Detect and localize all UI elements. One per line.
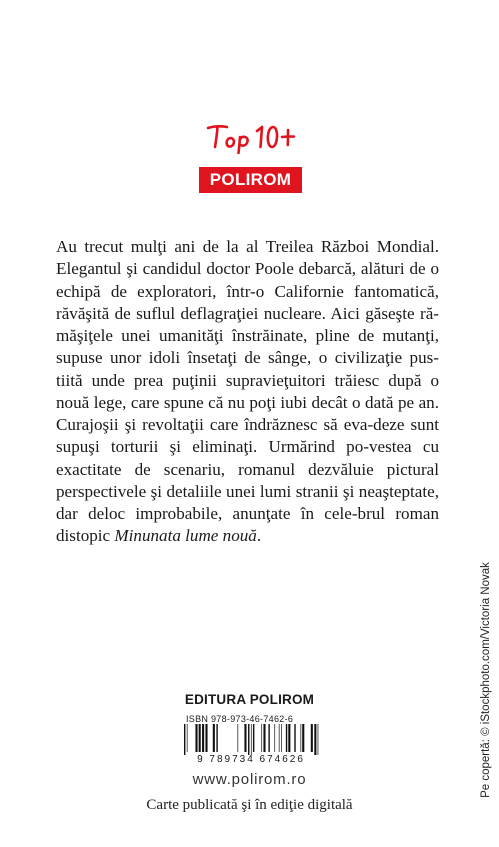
barcode-bar bbox=[311, 724, 313, 752]
polirom-logo-text: POLIROM bbox=[209, 170, 292, 189]
barcode-bar bbox=[244, 724, 246, 752]
blurb-line: măşiţele unei umanităţi înstrăinate, pline de mutanţi, bbox=[56, 326, 439, 345]
barcode-bar bbox=[318, 724, 319, 755]
blurb-line: brul roman distopic bbox=[56, 504, 439, 546]
barcode-digits: 9 789734 674626 bbox=[197, 754, 305, 765]
blurb-line: deze sunt supuşi torturii şi eliminaţi. Urmărind po- bbox=[56, 415, 439, 457]
blurb-line: Au trecut mulţi ani de la al Treilea Război Mondial. bbox=[56, 237, 439, 256]
barcode-bar bbox=[261, 724, 262, 752]
barcode-bar bbox=[253, 724, 254, 752]
barcode-bar bbox=[268, 724, 269, 752]
barcode-bar bbox=[301, 724, 302, 752]
isbn-barcode bbox=[178, 724, 324, 764]
blurb-line: pictural perspectivele şi detaliile unei lumi stranii şi bbox=[56, 459, 439, 501]
barcode-bar bbox=[314, 724, 316, 755]
publisher-name: EDITURA POLIROM bbox=[184, 692, 315, 707]
barcode-bar bbox=[302, 724, 304, 752]
blurb-line: o echipă de exploratori, într-o Californie fantomatică, bbox=[56, 259, 439, 301]
barcode-bars bbox=[178, 724, 324, 755]
barcode-bar bbox=[216, 724, 217, 752]
blurb-line: vestea cu exactitate de scenariu, romanul dezvăluie bbox=[56, 437, 439, 479]
blurb-line: Elegantul şi candidul doctor Poole debarcă, alături de bbox=[56, 259, 426, 279]
barcode-bar bbox=[205, 724, 207, 752]
top-10-plus-logo bbox=[205, 120, 297, 154]
barcode-bar bbox=[251, 724, 252, 755]
blurb-line: supuse unor idoli însetaţi de sânge, o civilizaţie pus- bbox=[56, 348, 439, 368]
barcode-bar bbox=[213, 724, 215, 752]
barcode-bar bbox=[248, 724, 249, 755]
barcode-bar bbox=[199, 724, 201, 752]
blurb-line: pe an. Curajoşii şi revoltaţii care îndrăznesc să eva- bbox=[56, 392, 439, 434]
blurb-end-punctuation: . bbox=[256, 526, 262, 546]
barcode-bar bbox=[263, 724, 265, 752]
barcode-bar bbox=[274, 724, 275, 752]
publisher-website[interactable]: www.polirom.ro bbox=[192, 771, 307, 788]
polirom-logo-box bbox=[199, 167, 302, 193]
back-cover-blurb bbox=[56, 236, 439, 548]
blurb-novel-title: Minunata lume nouă bbox=[114, 526, 257, 546]
cover-photo-credit-text: Pe copertă: © iStockphoto.com/Victoria Novak bbox=[480, 562, 493, 798]
barcode-bar bbox=[237, 724, 238, 752]
barcode-bar bbox=[288, 724, 290, 752]
blurb-line: neaşteptate, dar deloc improbabile, anunţate în cele- bbox=[56, 481, 439, 523]
top-10-plus-logo-art bbox=[205, 120, 297, 154]
barcode-bar bbox=[279, 724, 280, 752]
blurb-line: răvăşită de suflul deflagraţiei nucleare. Aici găseşte ră- bbox=[56, 303, 439, 323]
barcode-bar bbox=[184, 724, 185, 755]
barcode-bar bbox=[187, 724, 188, 752]
digital-edition-note: Carte publicată şi în ediţie digitală bbox=[146, 797, 353, 813]
blurb-line: tiită unde prea puţinii supravieţuitori trăiesc după o bbox=[56, 370, 439, 390]
blurb-line: nouă lege, care spune că nu poţi iubi decât o dată bbox=[56, 392, 394, 412]
barcode-bar bbox=[202, 724, 204, 752]
barcode-bar bbox=[195, 724, 197, 752]
isbn-label: ISBN 978-973-46-7462-6 bbox=[186, 714, 294, 724]
barcode-bar bbox=[294, 724, 295, 752]
barcode-bar bbox=[286, 724, 287, 752]
barcode-bar bbox=[281, 724, 282, 752]
